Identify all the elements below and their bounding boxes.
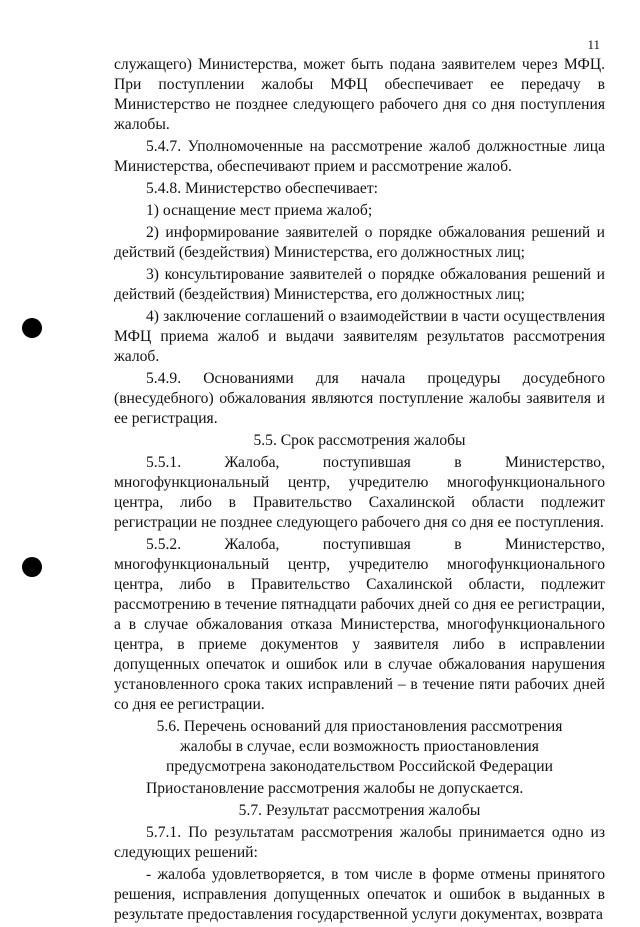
heading-line: 5.6. Перечень оснований для приостановления рассмотрения: [156, 718, 563, 735]
heading-line: жалобы в случае, если возможность приостановления: [180, 738, 539, 755]
page-number: 11: [587, 37, 600, 52]
paragraph-5-4-7: 5.4.7. Уполномоченные на рассмотрение жалоб должностные лица Министерства, обеспечивают прием и рассмотрение жалоб.: [114, 138, 605, 175]
heading-line: предусмотрена законодательством Российской Федерации: [166, 758, 553, 775]
punch-hole: [22, 557, 42, 577]
list-item-1: 1) оснащение мест приема жалоб;: [146, 202, 373, 219]
section-heading-5-7: 5.7. Результат рассмотрения жалобы: [238, 802, 481, 819]
list-item-2: 2) информирование заявителей о порядке обжалования решений и действий (бездействия) Министерства, его должностных лиц;: [114, 224, 605, 261]
section-heading-5-6: [114, 717, 605, 777]
document-body: [114, 55, 605, 927]
paragraph-5-6-text: Приостановление рассмотрения жалобы не допускается.: [146, 780, 524, 797]
paragraph-continuation: служащего) Министерства, может быть подана заявителем через МФЦ. При поступлении жалобы МФЦ обеспечивает ее передачу в Министерство не позднее следующего рабочего дня со дня поступления жалобы.: [114, 56, 605, 133]
list-item-4: 4) заключение соглашений о взаимодействии в части осуществления МФЦ приема жалоб и выдачи заявителям результатов рассмотрения жалоб.: [114, 308, 605, 365]
punch-hole: [22, 318, 42, 338]
paragraph-5-4-9: 5.4.9. Основаниями для начала процедуры досудебного (внесудебного) обжалования являются поступление жалобы заявителя и ее регистрация.: [114, 370, 605, 427]
paragraph-5-4-8: 5.4.8. Министерство обеспечивает:: [146, 180, 378, 197]
paragraph-5-7-1: 5.7.1. По результатам рассмотрения жалобы принимается одно из следующих решений:: [114, 824, 605, 861]
section-heading-5-5: 5.5. Срок рассмотрения жалобы: [253, 432, 466, 449]
paragraph-5-5-2: 5.5.2. Жалоба, поступившая в Министерство, многофункциональный центр, учредителю многофункционального центра, либо в Правительство Сахалинской области, подлежит рассмотрению в течение пятнадцати рабочих дней со дня ее регистрации, а в случае обжалования отказа Министерства, многофункционального центра, в приеме документов у заявителя либо в исправлении допущенных опечаток и ошибок или в случае обжалования нарушения установленного срока таких исправлений – в течение пяти рабочих дней со дня ее регистрации.: [114, 536, 605, 713]
paragraph-5-5-1: 5.5.1. Жалоба, поступившая в Министерство, многофункциональный центр, учредителю многофункционального центра, либо в Правительство Сахалинской области подлежит регистрации не позднее следующего рабочего дня со дня ее поступления.: [114, 454, 605, 531]
paragraph-decision-1: - жалоба удовлетворяется, в том числе в форме отмены принятого решения, исправления допущенных опечаток и ошибок в выданных в результате предоставления государственной услуги документах, возврата: [114, 866, 605, 923]
list-item-3: 3) консультирование заявителей о порядке обжалования решений и действий (бездействия) Министерства, его должностных лиц;: [114, 266, 605, 303]
